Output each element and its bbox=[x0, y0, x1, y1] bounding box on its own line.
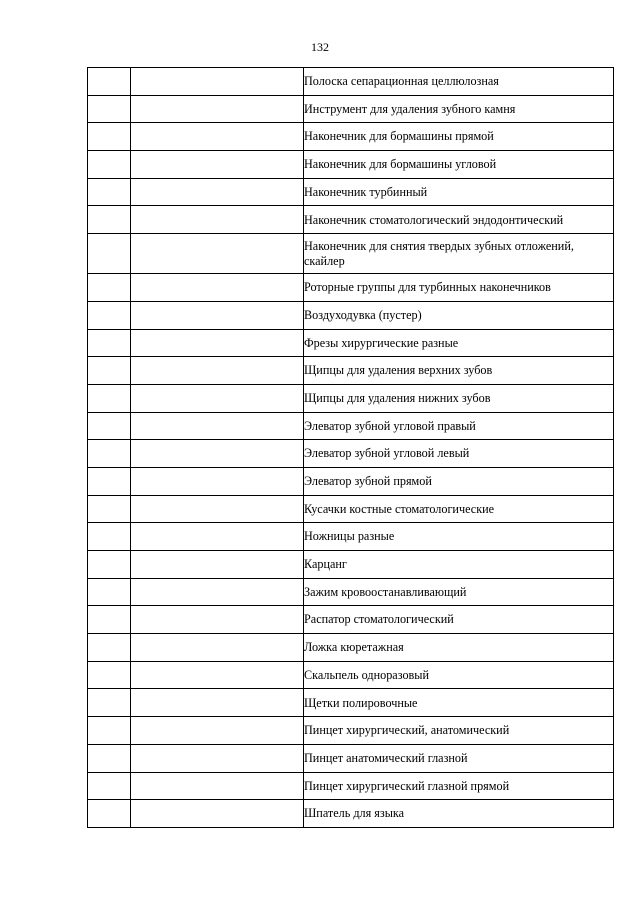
row-code-cell bbox=[131, 495, 304, 523]
row-code-cell bbox=[131, 551, 304, 579]
row-code-cell bbox=[131, 234, 304, 274]
row-code-cell bbox=[131, 467, 304, 495]
instrument-name-cell: Кусачки костные стоматологические bbox=[304, 495, 614, 523]
page-number: 132 bbox=[311, 40, 329, 54]
row-number-cell bbox=[88, 578, 131, 606]
row-number-cell bbox=[88, 440, 131, 468]
instrument-name-cell: Шпатель для языка bbox=[304, 800, 614, 828]
row-number-cell bbox=[88, 178, 131, 206]
instrument-name-cell: Элеватор зубной угловой правый bbox=[304, 412, 614, 440]
row-code-cell bbox=[131, 772, 304, 800]
instrument-name-cell: Щипцы для удаления верхних зубов bbox=[304, 357, 614, 385]
row-code-cell bbox=[131, 95, 304, 123]
row-number-cell bbox=[88, 495, 131, 523]
row-number-cell bbox=[88, 800, 131, 828]
row-number-cell bbox=[88, 772, 131, 800]
instrument-name-cell: Наконечник для бормашины угловой bbox=[304, 151, 614, 179]
table-row bbox=[88, 412, 614, 440]
row-number-cell bbox=[88, 68, 131, 96]
table-row bbox=[88, 467, 614, 495]
instrument-name-cell: Пинцет анатомический глазной bbox=[304, 744, 614, 772]
row-number-cell bbox=[88, 234, 131, 274]
row-number-cell bbox=[88, 717, 131, 745]
row-code-cell bbox=[131, 123, 304, 151]
row-code-cell bbox=[131, 689, 304, 717]
row-code-cell bbox=[131, 206, 304, 234]
row-code-cell bbox=[131, 634, 304, 662]
row-code-cell bbox=[131, 744, 304, 772]
row-number-cell bbox=[88, 206, 131, 234]
row-code-cell bbox=[131, 578, 304, 606]
table-row bbox=[88, 384, 614, 412]
table-row bbox=[88, 68, 614, 96]
row-code-cell bbox=[131, 717, 304, 745]
table-row bbox=[88, 234, 614, 274]
table-row bbox=[88, 578, 614, 606]
row-number-cell bbox=[88, 274, 131, 302]
table-row bbox=[88, 151, 614, 179]
table-row bbox=[88, 357, 614, 385]
row-code-cell bbox=[131, 440, 304, 468]
instrument-name-cell: Щетки полировочные bbox=[304, 689, 614, 717]
instrument-name-cell: Скальпель одноразовый bbox=[304, 661, 614, 689]
instrument-name-cell: Воздуходувка (пустер) bbox=[304, 301, 614, 329]
instrument-name-cell: Распатор стоматологический bbox=[304, 606, 614, 634]
table-row bbox=[88, 206, 614, 234]
row-number-cell bbox=[88, 412, 131, 440]
row-number-cell bbox=[88, 689, 131, 717]
row-code-cell bbox=[131, 357, 304, 385]
row-code-cell bbox=[131, 329, 304, 357]
table-row bbox=[88, 123, 614, 151]
table-row bbox=[88, 301, 614, 329]
row-number-cell bbox=[88, 95, 131, 123]
table-row bbox=[88, 689, 614, 717]
table-row bbox=[88, 661, 614, 689]
row-number-cell bbox=[88, 606, 131, 634]
row-code-cell bbox=[131, 68, 304, 96]
row-number-cell bbox=[88, 357, 131, 385]
row-code-cell bbox=[131, 800, 304, 828]
row-code-cell bbox=[131, 384, 304, 412]
instrument-name-cell: Инструмент для удаления зубного камня bbox=[304, 95, 614, 123]
table-row bbox=[88, 523, 614, 551]
row-code-cell bbox=[131, 301, 304, 329]
table-row bbox=[88, 495, 614, 523]
row-code-cell bbox=[131, 151, 304, 179]
instrument-name-cell: Фрезы хирургические разные bbox=[304, 329, 614, 357]
row-number-cell bbox=[88, 467, 131, 495]
instrument-name-cell: Элеватор зубной прямой bbox=[304, 467, 614, 495]
instrument-name-cell: Наконечник стоматологический эндодонтический bbox=[304, 206, 614, 234]
row-code-cell bbox=[131, 178, 304, 206]
row-code-cell bbox=[131, 661, 304, 689]
instrument-name-cell: Элеватор зубной угловой левый bbox=[304, 440, 614, 468]
instrument-table-body bbox=[88, 68, 614, 828]
instrument-name-cell: Наконечник для снятия твердых зубных отложений, скайлер bbox=[304, 234, 614, 274]
row-number-cell bbox=[88, 523, 131, 551]
row-number-cell bbox=[88, 744, 131, 772]
table-row bbox=[88, 178, 614, 206]
table-row bbox=[88, 717, 614, 745]
row-number-cell bbox=[88, 123, 131, 151]
row-code-cell bbox=[131, 606, 304, 634]
row-code-cell bbox=[131, 412, 304, 440]
instrument-name-cell: Наконечник турбинный bbox=[304, 178, 614, 206]
row-number-cell bbox=[88, 661, 131, 689]
instrument-name-cell: Пинцет хирургический глазной прямой bbox=[304, 772, 614, 800]
row-number-cell bbox=[88, 329, 131, 357]
instrument-name-cell: Щипцы для удаления нижних зубов bbox=[304, 384, 614, 412]
table-row bbox=[88, 95, 614, 123]
table-row bbox=[88, 744, 614, 772]
instrument-name-cell: Ложка кюретажная bbox=[304, 634, 614, 662]
instrument-name-cell: Полоска сепарационная целлюлозная bbox=[304, 68, 614, 96]
row-number-cell bbox=[88, 151, 131, 179]
table-row bbox=[88, 329, 614, 357]
table-row bbox=[88, 634, 614, 662]
table-row bbox=[88, 800, 614, 828]
row-code-cell bbox=[131, 274, 304, 302]
row-number-cell bbox=[88, 384, 131, 412]
instrument-name-cell: Наконечник для бормашины прямой bbox=[304, 123, 614, 151]
instrument-name-cell: Роторные группы для турбинных наконечников bbox=[304, 274, 614, 302]
row-number-cell bbox=[88, 634, 131, 662]
row-code-cell bbox=[131, 523, 304, 551]
row-number-cell bbox=[88, 551, 131, 579]
instrument-table bbox=[87, 67, 614, 828]
table-row bbox=[88, 440, 614, 468]
table-row bbox=[88, 606, 614, 634]
table-row bbox=[88, 274, 614, 302]
table-row bbox=[88, 772, 614, 800]
table-row bbox=[88, 551, 614, 579]
instrument-name-cell: Ножницы разные bbox=[304, 523, 614, 551]
instrument-name-cell: Зажим кровоостанавливающий bbox=[304, 578, 614, 606]
instrument-name-cell: Пинцет хирургический, анатомический bbox=[304, 717, 614, 745]
instrument-name-cell: Карцанг bbox=[304, 551, 614, 579]
row-number-cell bbox=[88, 301, 131, 329]
